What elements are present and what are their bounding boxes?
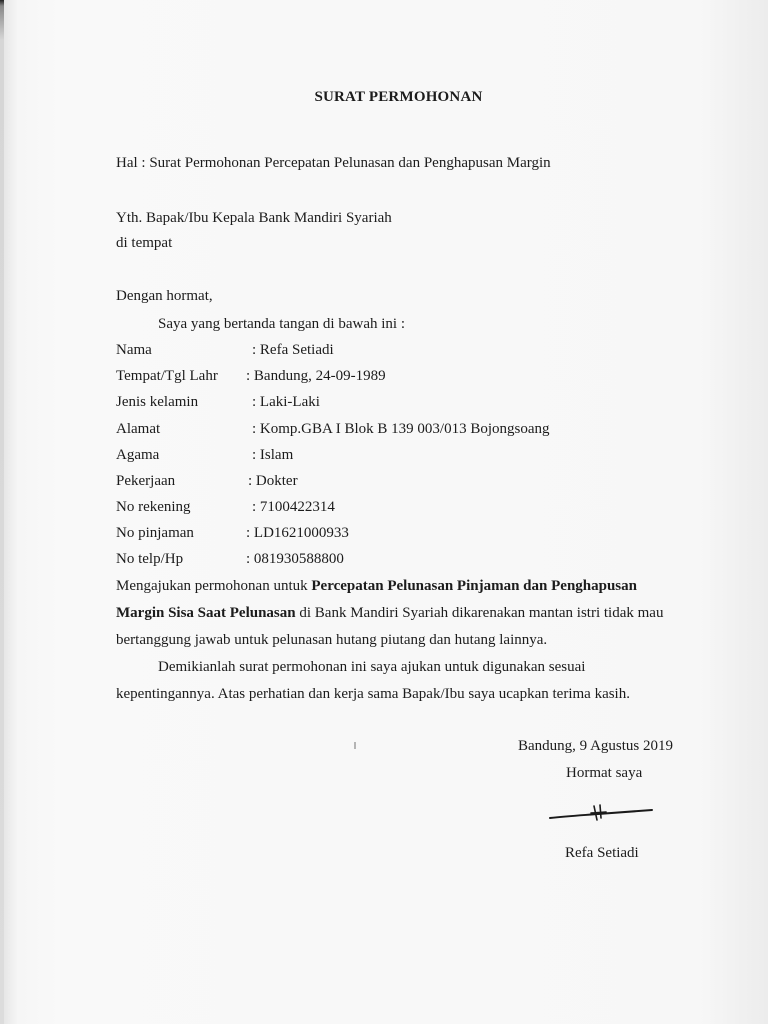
field-value-jenis-kelamin: : Laki-Laki bbox=[252, 394, 320, 410]
scan-speck bbox=[354, 742, 356, 749]
signature bbox=[548, 796, 658, 830]
place-date: Bandung, 9 Agustus 2019 bbox=[518, 738, 674, 754]
field-value-nama: : Refa Setiadi bbox=[252, 342, 334, 358]
body-paragraph-2-line-1: Demikianlah surat permohonan ini saya ajukan untuk digunakan sesuai bbox=[158, 659, 586, 675]
body-paragraph-1-line-2 bbox=[116, 605, 663, 622]
field-value-no-telp: : 081930588800 bbox=[246, 551, 344, 567]
body-paragraph-1-bold-2: Margin Sisa Saat Pelunasan bbox=[116, 605, 296, 621]
body-paragraph-1-rest: di Bank Mandiri Syariah dikarenakan mantan istri tidak mau bbox=[295, 605, 664, 621]
closing-salutation: Hormat saya bbox=[566, 765, 643, 781]
field-label-tempat-tgl-lahir: Tempat/Tgl Lahr bbox=[116, 368, 218, 384]
recipient-line: Yth. Bapak/Ibu Kepala Bank Mandiri Syariah bbox=[116, 210, 392, 226]
field-label-no-pinjaman: No pinjaman bbox=[116, 525, 194, 541]
field-label-no-telp: No telp/Hp bbox=[116, 551, 184, 567]
greeting: Dengan hormat, bbox=[116, 288, 213, 304]
scan-edge bbox=[0, 0, 4, 1024]
field-label-agama: Agama bbox=[116, 447, 160, 463]
intro-line: Saya yang bertanda tangan di bawah ini : bbox=[158, 316, 406, 332]
field-value-tempat-tgl-lahir: : Bandung, 24-09-1989 bbox=[246, 368, 386, 384]
body-paragraph-2-line-2: kepentingannya. Atas perhatian dan kerja sama Bapak/Ibu saya ucapkan terima kasih. bbox=[116, 686, 630, 702]
signer-name: Refa Setiadi bbox=[565, 845, 639, 861]
field-label-nama: Nama bbox=[116, 342, 152, 358]
body-paragraph-1-line-1 bbox=[116, 578, 637, 595]
letter-title: SURAT PERMOHONAN bbox=[314, 89, 483, 105]
body-paragraph-1-bold-1: Percepatan Pelunasan Pinjaman dan Penghapusan bbox=[311, 578, 637, 594]
recipient-location: di tempat bbox=[116, 235, 173, 251]
field-label-jenis-kelamin: Jenis kelamin bbox=[116, 394, 199, 410]
field-value-pekerjaan: : Dokter bbox=[248, 473, 298, 489]
field-value-no-rekening: : 7100422314 bbox=[252, 499, 335, 515]
field-label-alamat: Alamat bbox=[116, 421, 161, 437]
body-paragraph-1-prefix: Mengajukan permohonan untuk bbox=[116, 578, 312, 594]
subject-line: Hal : Surat Permohonan Percepatan Pelunasan dan Penghapusan Margin bbox=[116, 155, 551, 171]
field-value-no-pinjaman: : LD1621000933 bbox=[246, 525, 349, 541]
field-value-agama: : Islam bbox=[252, 447, 294, 463]
field-label-no-rekening: No rekening bbox=[116, 499, 191, 515]
body-paragraph-1-line-3: bertanggung jawab untuk pelunasan hutang piutang dan hutang lainnya. bbox=[116, 632, 548, 648]
field-value-alamat: : Komp.GBA I Blok B 139 003/013 Bojongsoang bbox=[252, 421, 550, 437]
field-label-pekerjaan: Pekerjaan bbox=[116, 473, 176, 489]
